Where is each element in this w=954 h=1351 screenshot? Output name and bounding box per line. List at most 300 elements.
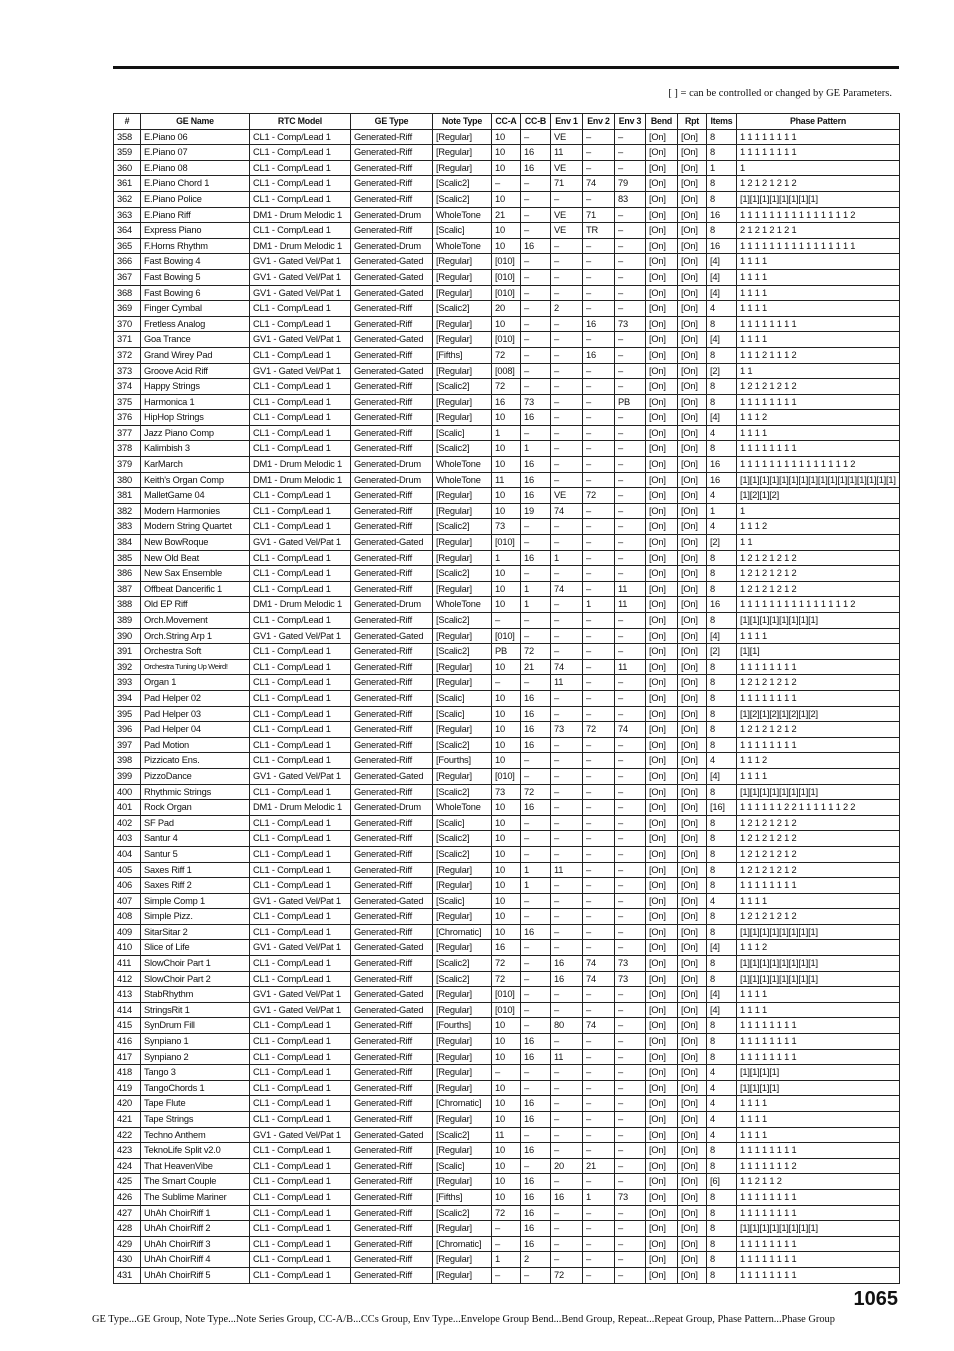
table-row [114,1174,900,1190]
table-cell: CL1 - Comp/Lead 1 [250,675,351,691]
table-cell: – [551,706,583,722]
table-cell: [Regular] [433,659,492,675]
table-cell: Generated-Riff [351,1236,433,1252]
table-cell: 2 [521,1252,551,1268]
table-cell: 427 [114,1205,141,1221]
table-cell: 377 [114,425,141,441]
table-cell: 10 [492,566,521,582]
table-cell: CL1 - Comp/Lead 1 [250,425,351,441]
table-cell: 16 [521,1205,551,1221]
table-cell: Generated-Riff [351,878,433,894]
table-cell: [On] [646,129,678,145]
table-cell: [On] [646,1252,678,1268]
table-cell: Generated-Riff [351,223,433,239]
table-cell: – [583,425,615,441]
table-cell: [On] [678,363,707,379]
table-cell: 10 [492,924,521,940]
table-cell: 361 [114,176,141,192]
table-cell: 16 [521,737,551,753]
table-cell: 11 [492,472,521,488]
table-cell: UhAh ChoirRiff 1 [141,1205,250,1221]
table-row [114,800,900,816]
table-cell: Generated-Riff [351,675,433,691]
table-cell: 10 [492,706,521,722]
table-cell: 10 [492,597,521,613]
table-cell: – [551,1127,583,1143]
table-cell: – [521,207,551,223]
table-cell: [On] [646,768,678,784]
table-cell: [Scalic2] [433,956,492,972]
table-cell: [On] [646,737,678,753]
table-cell: Kalimbish 3 [141,441,250,457]
table-cell: – [583,675,615,691]
table-cell: – [615,285,646,301]
table-cell: 11 [551,1049,583,1065]
table-cell: [Regular] [433,160,492,176]
table-cell: 16 [707,457,737,473]
table-cell: 1 1 1 1 [737,1112,900,1128]
table-cell: [On] [678,1112,707,1128]
table-cell: – [551,363,583,379]
table-cell: [Scalic2] [433,613,492,629]
table-cell: Generated-Gated [351,363,433,379]
table-cell: E.Piano Police [141,191,250,207]
table-row [114,1267,900,1283]
table-cell: – [521,285,551,301]
table-cell: 1 1 1 1 1 1 1 1 [737,129,900,145]
table-cell: – [583,940,615,956]
table-cell: – [615,519,646,535]
table-cell: DM1 - Drum Melodic 1 [250,207,351,223]
table-cell: [Scalic2] [433,566,492,582]
table-cell: [Regular] [433,1080,492,1096]
table-cell: [On] [646,784,678,800]
table-cell: 8 [707,690,737,706]
table-cell: [On] [678,129,707,145]
table-cell: 1 [521,581,551,597]
table-cell: 4 [707,753,737,769]
table-cell: 10 [492,690,521,706]
table-cell: – [615,347,646,363]
table-cell: 16 [521,706,551,722]
table-cell: 1 1 [737,363,900,379]
table-cell: GV1 - Gated Vel/Pat 1 [250,1127,351,1143]
table-cell: – [551,1096,583,1112]
table-cell: [On] [678,1236,707,1252]
table-cell: – [615,1002,646,1018]
table-cell: Old EP Riff [141,597,250,613]
table-cell: 8 [707,1018,737,1034]
table-cell: – [615,1205,646,1221]
table-cell: [On] [678,254,707,270]
table-cell: [2] [707,535,737,551]
table-cell: WholeTone [433,800,492,816]
table-cell: – [551,535,583,551]
table-cell: – [521,1127,551,1143]
table-cell: 1 2 1 2 1 2 1 2 [737,909,900,925]
table-cell: CL1 - Comp/Lead 1 [250,706,351,722]
table-cell: Generated-Riff [351,145,433,161]
table-cell: CL1 - Comp/Lead 1 [250,223,351,239]
table-cell: Generated-Riff [351,488,433,504]
table-cell: 1 1 1 2 [737,940,900,956]
table-cell: [On] [646,846,678,862]
table-cell: GV1 - Gated Vel/Pat 1 [250,1002,351,1018]
table-cell: 72 [492,379,521,395]
table-cell: – [583,878,615,894]
table-cell: Pad Motion [141,737,250,753]
table-cell: [On] [678,893,707,909]
table-cell: 16 [707,238,737,254]
table-cell: 74 [583,176,615,192]
table-cell: [On] [678,394,707,410]
table-cell: Generated-Riff [351,924,433,940]
table-cell: 369 [114,301,141,317]
table-cell: 380 [114,472,141,488]
table-cell: CL1 - Comp/Lead 1 [250,1018,351,1034]
table-cell: Orchestra Soft [141,644,250,660]
table-cell: – [551,457,583,473]
table-cell: CL1 - Comp/Lead 1 [250,956,351,972]
table-cell: – [615,472,646,488]
table-cell: 8 [707,1034,737,1050]
table-cell: – [551,846,583,862]
table-cell: 73 [615,1189,646,1205]
table-cell: 1 1 1 1 [737,893,900,909]
table-cell: [On] [646,550,678,566]
table-cell: [On] [646,1049,678,1065]
table-cell: [On] [646,254,678,270]
table-cell: – [583,1205,615,1221]
table-cell: [On] [678,1252,707,1268]
table-cell: 4 [707,488,737,504]
table-cell: [Regular] [433,628,492,644]
table-cell: [1][1][1][1][1][1][1][1] [737,924,900,940]
table-cell: CL1 - Comp/Lead 1 [250,410,351,426]
table-cell: Generated-Riff [351,1096,433,1112]
table-cell: 403 [114,831,141,847]
table-cell: 16 [551,956,583,972]
table-cell: [Regular] [433,940,492,956]
column-header: Env 1 [551,114,583,130]
table-cell: – [521,1002,551,1018]
table-cell: 1 2 1 2 1 2 1 2 [737,566,900,582]
table-cell: 410 [114,940,141,956]
table-cell: Generated-Riff [351,519,433,535]
table-cell: Generated-Riff [351,379,433,395]
table-cell: – [583,1080,615,1096]
table-cell: – [583,1236,615,1252]
table-cell: – [583,441,615,457]
table-cell: – [492,1236,521,1252]
table-cell: 1 1 [737,535,900,551]
table-cell: – [583,254,615,270]
table-cell: 1 [521,597,551,613]
table-cell: [Scalic2] [433,831,492,847]
table-cell: [Scalic2] [433,441,492,457]
table-cell: Orch.Movement [141,613,250,629]
table-cell: 11 [615,597,646,613]
table-cell: SF Pad [141,815,250,831]
table-cell: 422 [114,1127,141,1143]
table-cell: – [615,1143,646,1159]
table-cell: 11 [615,659,646,675]
table-cell: – [521,332,551,348]
table-cell: CL1 - Comp/Lead 1 [250,737,351,753]
table-cell: Generated-Riff [351,1112,433,1128]
table-cell: Pad Helper 04 [141,722,250,738]
table-cell: 10 [492,659,521,675]
table-cell: – [521,301,551,317]
table-cell: – [615,301,646,317]
table-cell: 10 [492,722,521,738]
table-cell: – [583,535,615,551]
table-cell: – [521,425,551,441]
column-header: Bend [646,114,678,130]
table-cell: – [583,566,615,582]
table-cell: [On] [678,1174,707,1190]
table-cell: – [583,332,615,348]
table-cell: [Scalic2] [433,644,492,660]
legend-note: [ ] = can be controlled or changed by GE Parameters. [668,88,892,99]
table-cell: 1 1 1 1 1 1 1 1 [737,1189,900,1205]
table-cell: CL1 - Comp/Lead 1 [250,971,351,987]
table-cell: [Regular] [433,1143,492,1159]
table-cell: [Fourths] [433,753,492,769]
table-cell: [On] [678,628,707,644]
table-cell: [On] [678,285,707,301]
table-cell: CL1 - Comp/Lead 1 [250,784,351,800]
table-cell: GV1 - Gated Vel/Pat 1 [250,628,351,644]
column-header: Items [707,114,737,130]
table-cell: [On] [678,831,707,847]
table-cell: CL1 - Comp/Lead 1 [250,644,351,660]
table-cell: – [521,846,551,862]
table-cell: Grand Wirey Pad [141,347,250,363]
table-cell: Pad Helper 02 [141,690,250,706]
table-cell: [Regular] [433,1112,492,1128]
table-cell: 11 [492,1127,521,1143]
table-cell: 8 [707,1236,737,1252]
table-cell: Offbeat Dancerific 1 [141,581,250,597]
table-cell: VE [551,207,583,223]
table-cell: – [583,379,615,395]
table-cell: 16 [707,597,737,613]
table-cell: WholeTone [433,207,492,223]
table-cell: E.Piano Chord 1 [141,176,250,192]
table-cell: 1 1 1 1 1 1 1 1 1 1 1 1 1 1 1 2 [737,207,900,223]
table-cell: – [615,862,646,878]
table-cell: – [521,535,551,551]
table-row [114,1143,900,1159]
table-cell: – [551,347,583,363]
table-cell: [Regular] [433,722,492,738]
table-cell: 1 2 1 2 1 2 1 2 [737,675,900,691]
table-cell: 16 [521,1034,551,1050]
table-cell: 10 [492,503,521,519]
table-cell: – [583,160,615,176]
table-row [114,909,900,925]
table-cell: [On] [646,1189,678,1205]
table-cell: 395 [114,706,141,722]
table-cell: [Regular] [433,862,492,878]
top-rule [113,66,899,69]
table-cell: 428 [114,1221,141,1237]
table-cell: 72 [492,1205,521,1221]
table-cell: 1 1 1 1 [737,285,900,301]
table-cell: CL1 - Comp/Lead 1 [250,722,351,738]
table-cell: 16 [583,316,615,332]
table-cell: Organ 1 [141,675,250,691]
table-cell: Fast Bowing 6 [141,285,250,301]
table-cell: CL1 - Comp/Lead 1 [250,815,351,831]
table-cell: – [615,628,646,644]
table-cell: 381 [114,488,141,504]
table-cell: [010] [492,628,521,644]
table-cell: – [521,613,551,629]
table-cell: [On] [646,145,678,161]
table-cell: 11 [551,145,583,161]
table-cell: 19 [521,503,551,519]
table-cell: 1 2 1 2 1 2 1 2 [737,846,900,862]
table-cell: [On] [678,909,707,925]
table-cell: Generated-Riff [351,690,433,706]
table-cell: 1 1 1 1 [737,254,900,270]
table-cell: 10 [492,846,521,862]
table-cell: [Regular] [433,1034,492,1050]
table-cell: DM1 - Drum Melodic 1 [250,238,351,254]
table-row [114,207,900,223]
table-cell: Generated-Riff [351,316,433,332]
table-cell: – [583,690,615,706]
table-cell: Rock Organ [141,800,250,816]
table-cell: – [615,425,646,441]
table-cell: [Scalic2] [433,846,492,862]
table-cell: [Regular] [433,1049,492,1065]
table-cell: – [615,987,646,1003]
table-cell: 390 [114,628,141,644]
table-cell: – [521,176,551,192]
table-cell: 11 [551,862,583,878]
table-cell: [Regular] [433,254,492,270]
table-cell: 365 [114,238,141,254]
table-cell: 8 [707,176,737,192]
table-cell: 10 [492,1143,521,1159]
table-cell: Saxes Riff 2 [141,878,250,894]
table-cell: [Regular] [433,535,492,551]
table-cell: [010] [492,285,521,301]
table-cell: GV1 - Gated Vel/Pat 1 [250,269,351,285]
table-cell: 1 [583,597,615,613]
table-cell: [On] [646,644,678,660]
table-cell: [On] [678,566,707,582]
table-cell: 1 1 1 1 1 1 1 1 [737,659,900,675]
table-cell: – [583,1221,615,1237]
table-cell: – [615,644,646,660]
table-cell: – [615,566,646,582]
table-cell: – [615,800,646,816]
table-cell: 8 [707,784,737,800]
table-cell: 391 [114,644,141,660]
table-cell: TangoChords 1 [141,1080,250,1096]
table-cell: – [615,160,646,176]
table-cell: [On] [678,644,707,660]
table-cell: – [615,410,646,426]
table-cell: [On] [646,909,678,925]
table-cell: E.Piano 07 [141,145,250,161]
table-cell: – [551,628,583,644]
table-cell: 11 [551,675,583,691]
table-cell: [On] [678,550,707,566]
table-cell: 10 [492,441,521,457]
table-cell: 10 [492,223,521,239]
table-cell: [On] [678,1034,707,1050]
table-cell: – [583,363,615,379]
table-cell: [On] [646,488,678,504]
table-cell: 73 [492,784,521,800]
table-cell: CL1 - Comp/Lead 1 [250,1174,351,1190]
table-cell: [Regular] [433,285,492,301]
table-cell: [Regular] [433,503,492,519]
table-cell: DM1 - Drum Melodic 1 [250,597,351,613]
table-cell: [Regular] [433,145,492,161]
table-cell: 10 [492,893,521,909]
table-cell: 21 [521,659,551,675]
table-cell: VE [551,488,583,504]
table-cell: 16 [551,971,583,987]
table-cell: [On] [678,301,707,317]
table-cell: 8 [707,1205,737,1221]
table-cell: – [583,1267,615,1283]
table-cell: 80 [551,1018,583,1034]
table-cell: – [583,1252,615,1268]
table-cell: 373 [114,363,141,379]
table-cell: 16 [521,145,551,161]
table-cell: CL1 - Comp/Lead 1 [250,394,351,410]
table-cell: 21 [492,207,521,223]
table-cell: 1 1 1 1 1 1 1 1 [737,690,900,706]
table-cell: CL1 - Comp/Lead 1 [250,129,351,145]
table-cell: – [551,940,583,956]
table-row [114,613,900,629]
table-cell: – [615,940,646,956]
table-cell: Generated-Gated [351,1127,433,1143]
ge-table [113,113,900,1284]
table-cell: – [615,1018,646,1034]
table-cell: Generated-Gated [351,893,433,909]
table-cell: 1 2 1 2 1 2 1 2 [737,862,900,878]
table-cell: 71 [551,176,583,192]
table-row [114,191,900,207]
table-cell: – [615,1112,646,1128]
table-cell: E.Piano 06 [141,129,250,145]
table-cell: – [521,831,551,847]
table-cell: [1][2][1][2] [737,488,900,504]
column-header: Note Type [433,114,492,130]
table-cell: – [551,1143,583,1159]
table-cell: VE [551,129,583,145]
table-cell: – [615,846,646,862]
table-cell: Generated-Riff [351,581,433,597]
table-cell: WholeTone [433,597,492,613]
table-cell: 416 [114,1034,141,1050]
table-cell: 406 [114,878,141,894]
table-cell: [010] [492,535,521,551]
table-cell: CL1 - Comp/Lead 1 [250,1221,351,1237]
table-cell: WholeTone [433,238,492,254]
table-cell: CL1 - Comp/Lead 1 [250,613,351,629]
table-cell: 1 1 1 1 1 1 1 1 [737,441,900,457]
